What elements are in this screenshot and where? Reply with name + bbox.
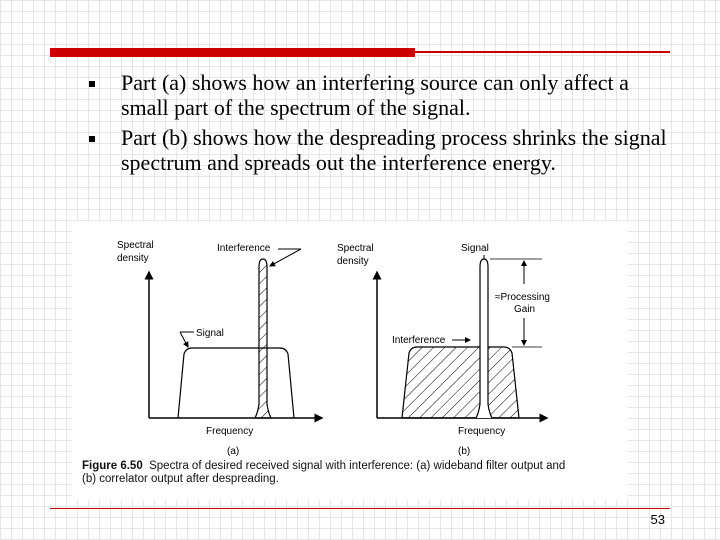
caption-line-1: Spectra of desired received signal with interference: (a) wideband filter output and [149,460,566,472]
gain-label-2: Gain [514,304,536,315]
signal-label-a: Signal [196,328,224,339]
bullet-item [78,125,678,175]
square-bullet-icon [89,81,95,87]
caption-figure-number: Figure 6.50 [82,460,143,472]
bullet-item [78,70,678,120]
signal-spectrum-a [178,348,294,418]
spectrum-figure [72,222,628,500]
title-accent-bar [50,48,415,57]
interference-spectrum-a [255,259,271,418]
y-label-b-2: density [337,256,369,267]
interference-label-a: Interference [217,243,271,254]
bullet-text: Part (a) shows how an interfering source can only affect a small part of the spectrum of the signal. [121,70,629,120]
spectrum-diagram [72,222,628,462]
x-label-a: Frequency [206,426,254,437]
panel-a [117,240,322,457]
interference-label-b: Interference [392,335,446,346]
x-label-b: Frequency [458,426,506,437]
interference-spectrum-b [402,347,519,418]
page-number: 53 [650,512,665,527]
leader-arrow [270,249,301,266]
gain-label-1: ≈Processing [495,292,550,303]
caption-line-2: (b) correlator output after despreading. [82,473,279,485]
panel-tag-b: (b) [458,446,471,457]
bullet-list [78,70,678,180]
title-accent-line [415,51,670,53]
footer-line [50,508,670,509]
panel-tag-a: (a) [227,446,240,457]
y-label-b-1: Spectral [337,243,374,254]
y-label-a-2: density [117,253,149,264]
bullet-text: Part (b) shows how the despreading process shrinks the signal spectrum and spreads out the interference energy. [121,125,667,175]
figure-caption [82,460,627,486]
y-label-a-1: Spectral [117,240,154,251]
signal-label-b: Signal [461,243,489,254]
leader-arrow [180,332,188,347]
panel-b [337,243,550,457]
square-bullet-icon [89,136,95,142]
